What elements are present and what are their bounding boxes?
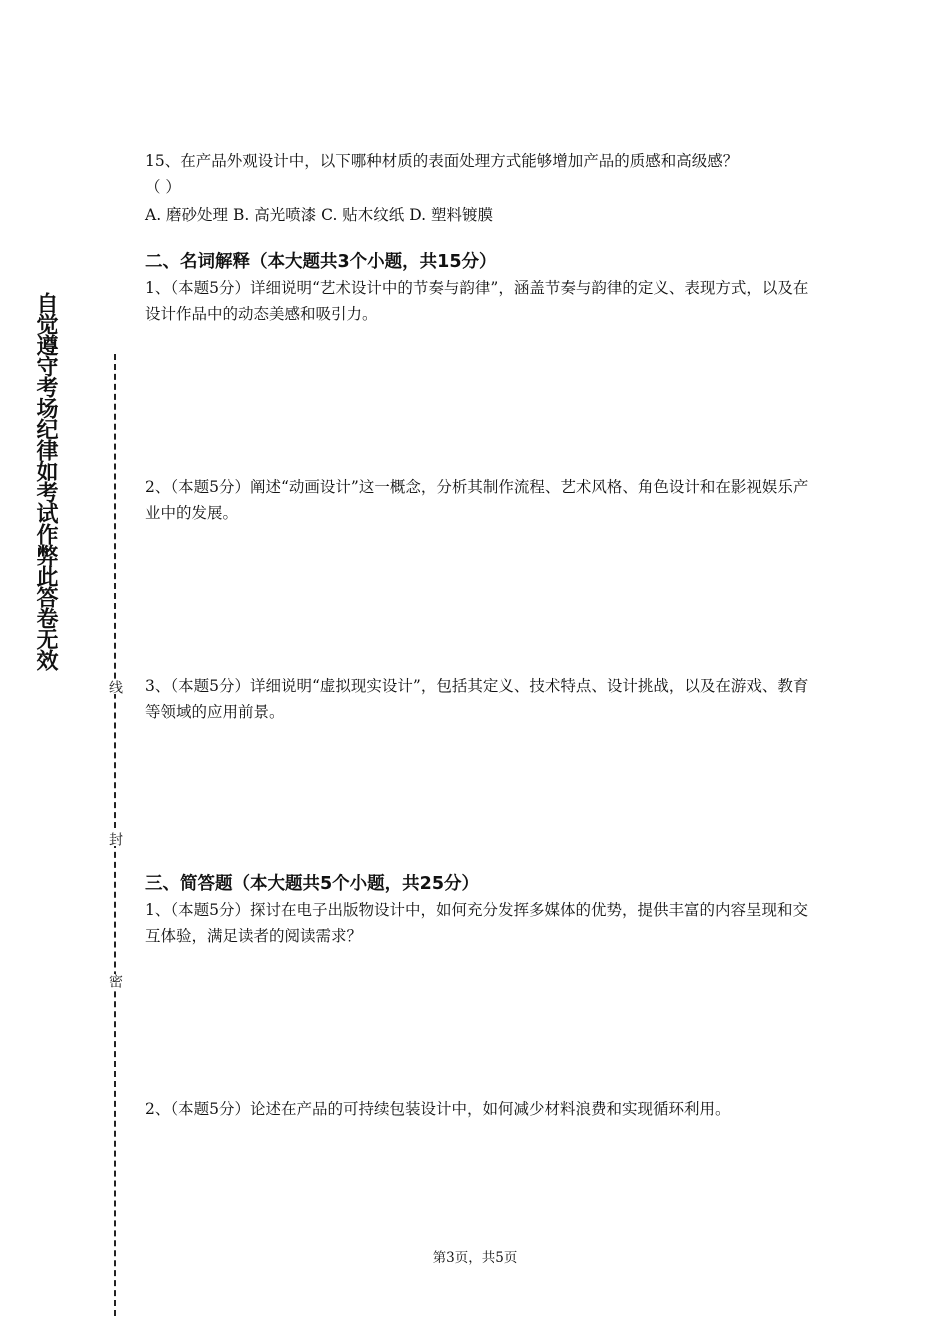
- question-15-text: 15、在产品外观设计中，以下哪种材质的表面处理方式能够增加产品的质感和高级感？: [145, 152, 739, 170]
- section-2-title: 二、名词解释（本大题共3个小题，共15分）: [145, 252, 497, 272]
- section-3-question-2: 2、（本题5分）论述在产品的可持续包装设计中，如何减少材料浪费和实现循环利用。: [145, 1100, 731, 1118]
- exam-discipline-notice: 自觉遵守考场纪律如考试作弊此答卷无效: [33, 292, 58, 670]
- section-2: [145, 249, 815, 327]
- question-15-options: A. 磨砂处理 B. 高光喷漆 C. 贴木纹纸 D. 塑料镀膜: [145, 206, 493, 224]
- binding-char-xian: 线: [107, 680, 123, 694]
- section-3-title: 三、简答题（本大题共5个小题，共25分）: [145, 874, 480, 894]
- section-3-question-1: 1、（本题5分）探讨在电子出版物设计中，如何充分发挥多媒体的优势，提供丰富的内容呈现和交互体验，满足读者的阅读需求？: [145, 901, 808, 945]
- question-15: [145, 148, 815, 228]
- page-footer: 第3页，共5页: [432, 1250, 518, 1266]
- section-2-question-3: 3、（本题5分）详细说明“虚拟现实设计”，包括其定义、技术特点、设计挑战，以及在游戏、教育等领域的应用前景。: [145, 677, 809, 721]
- section-2-question-2: 2、（本题5分）阐述“动画设计”这一概念，分析其制作流程、艺术风格、角色设计和在影视娱乐产业中的发展。: [145, 478, 809, 522]
- question-15-blank: （ ）: [145, 178, 181, 196]
- section-2-question-2-block: [145, 474, 815, 526]
- section-3-question-2-block: [145, 1096, 815, 1122]
- section-3: [145, 871, 815, 949]
- section-2-question-1: 1、（本题5分）详细说明“艺术设计中的节奏与韵律”，涵盖节奏与韵律的定义、表现方式，以及在设计作品中的动态美感和吸引力。: [145, 279, 809, 323]
- binding-char-mi: 密: [107, 974, 123, 988]
- binding-char-feng: 封: [107, 832, 123, 846]
- section-2-question-3-block: [145, 673, 815, 725]
